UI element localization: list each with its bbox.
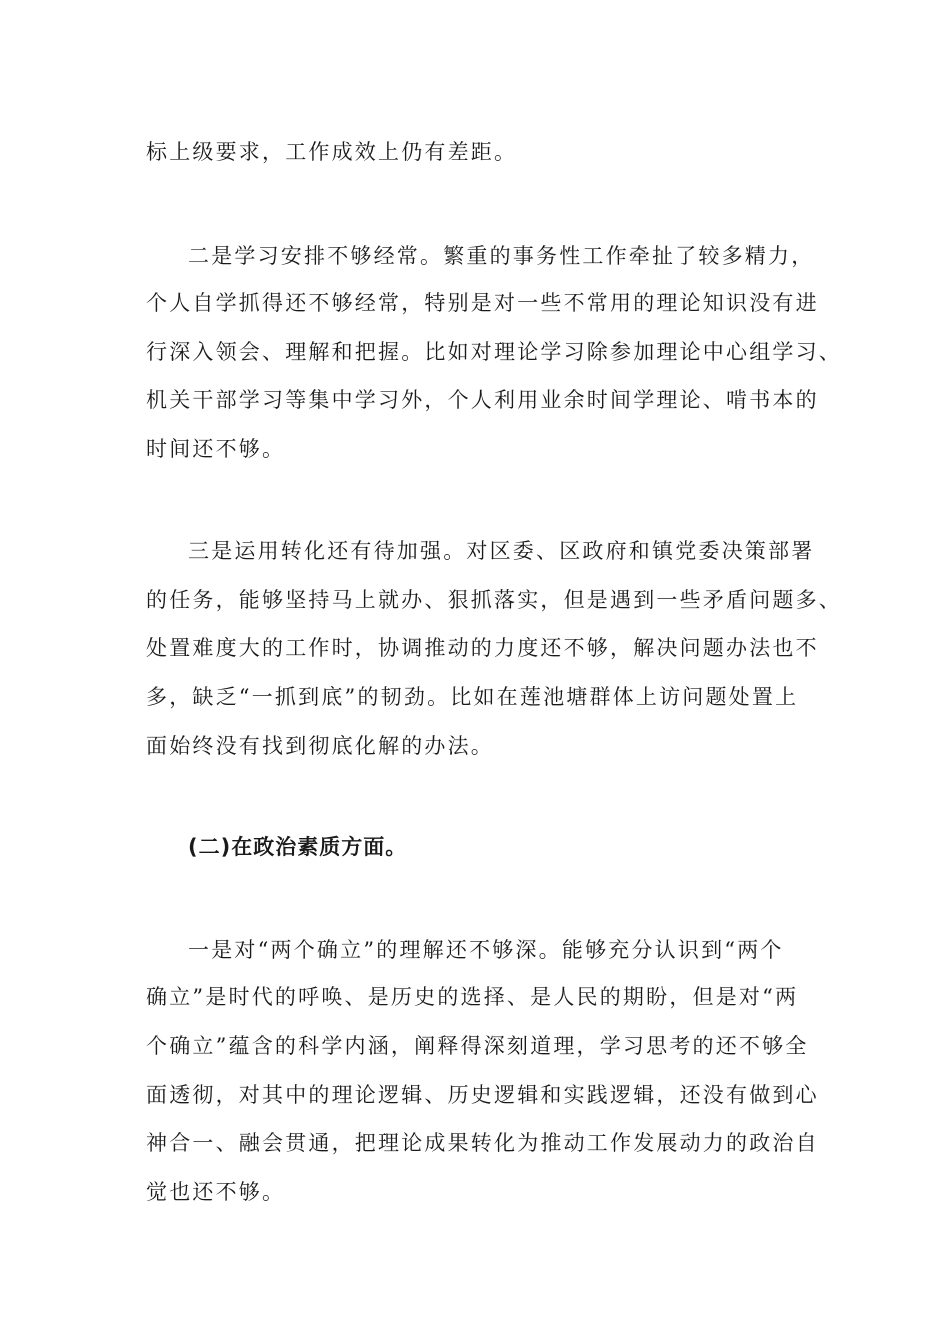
text-line: 觉也还不够。	[146, 1180, 286, 1204]
text-line: 时间还不够。	[146, 437, 286, 461]
text-line: 多，缺乏“一抓到底”的韧劲。比如在莲池塘群体上访问题处置上	[146, 685, 799, 709]
text-line: 行深入领会、理解和把握。比如对理论学习除参加理论中心组学习、	[146, 340, 842, 364]
text-line: 机关干部学习等集中学习外，个人利用业余时间学理论、啃书本的	[146, 388, 819, 412]
text-line: 三是运用转化还有待加强。对区委、区政府和镇党委决策部署	[188, 539, 815, 563]
text-line: 面透彻，对其中的理论逻辑、历史逻辑和实践逻辑，还没有做到心	[146, 1083, 819, 1107]
text-line: 个确立”蕴含的科学内涵，阐释得深刻道理，学习思考的还不够全	[146, 1034, 809, 1058]
text-line: 神合一、融会贯通，把理论成果转化为推动工作发展动力的政治自	[146, 1131, 819, 1155]
text-line: 二是学习安排不够经常。繁重的事务性工作牵扯了较多精力，	[188, 244, 815, 268]
text-line: 的任务，能够坚持马上就办、狠抓落实，但是遇到一些矛盾问题多、	[146, 588, 842, 612]
text-line: 一是对“两个确立”的理解还不够深。能够充分认识到“两个	[188, 938, 784, 962]
text-line: 确立”是时代的呼唤、是历史的选择、是人民的期盼，但是对“两	[146, 985, 799, 1009]
text-line: 处置难度大的工作时，协调推动的力度还不够，解决问题办法也不	[146, 636, 819, 660]
text-line: 个人自学抓得还不够经常，特别是对一些不常用的理论知识没有进	[146, 291, 819, 315]
section-heading: (二)在政治素质方面。	[188, 835, 408, 859]
text-line: 面始终没有找到彻底化解的办法。	[146, 734, 494, 758]
text-line: 标上级要求，工作成效上仍有差距。	[146, 140, 518, 164]
